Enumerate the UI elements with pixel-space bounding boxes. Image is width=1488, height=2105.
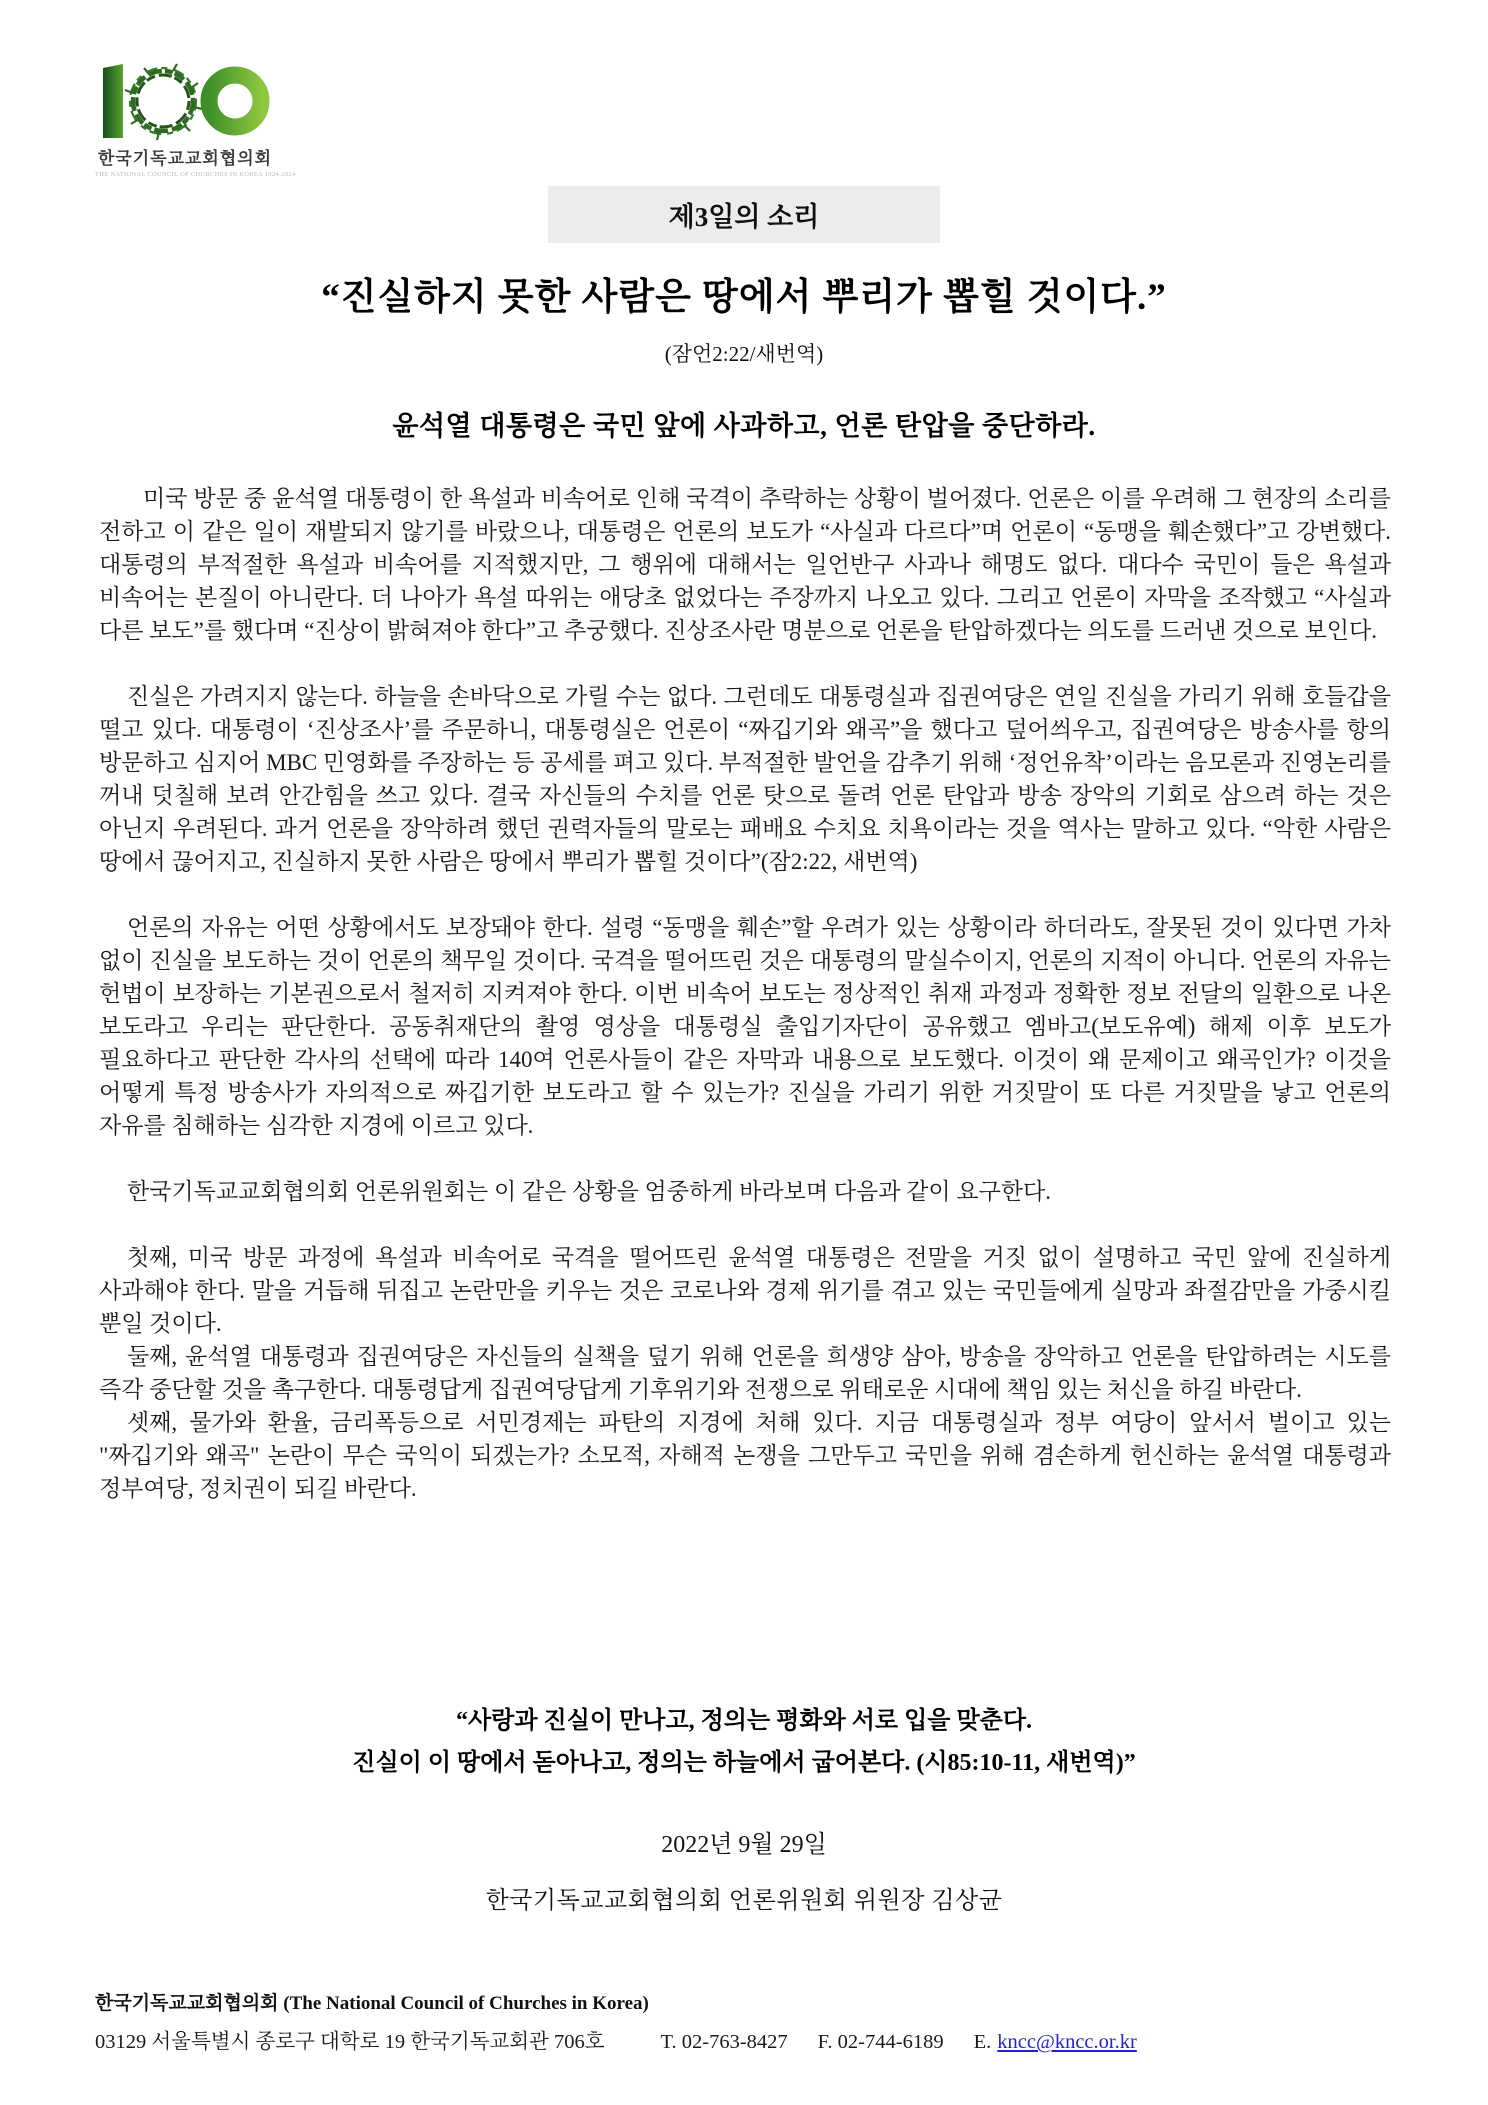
paragraph-demand-3: 셋째, 물가와 환율, 금리폭등으로 서민경제는 파탄의 지경에 처해 있다. 지금 대통령실과 정부 여당이 앞서서 벌이고 있는 "짜깁기와 왜곡" 논란이 무슨 국익이 되겠는가? 소모적, 자해적 논쟁을 그만두고 국민을 위해 겸손하게 헌신하는 윤석열 대통령과 정부여당, 정치권이 되길 바란다. <box>99 1410 1391 1501</box>
footer-email-label: E. <box>973 2031 992 2053</box>
statement-subtitle: 윤석열 대통령은 국민 앞에 사과하고, 언론 탄압을 중단하라. <box>392 411 1096 441</box>
paragraph-2: 진실은 가려지지 않는다. 하늘을 손바닥으로 가릴 수는 없다. 그런데도 대통령실과 집권여당은 연일 진실을 가리기 위해 호들갑을 떨고 있다. 대통령이 ‘진상조사’를 주문하니, 대통령실은 언론이 “짜깁기와 왜곡”을 했다고 덮어씌우고, 집권여당은 방송사를 항의 방문하고 심지어 MBC 민영화를 주장하는 등 공세를 펴고 있다. 부적절한 발언을 감추기 위해 ‘정언유착’이라는 음모론과 진영논리를 꺼내 덧칠해 보려 안간힘을 쓰고 있다. 결국 자신들의 수치를 언론 탓으로 돌려 언론 탄압과 방송 장악의 기회로 삼으려 하는 것은 아닌지 우려된다. 과거 언론을 장악하려 했던 권력자들의 말로는 패배요 수치요 치욕이라는 것을 역사는 말하고 있다. “악한 사람은 땅에서 끊어지고, 진실하지 못한 사람은 땅에서 뿌리가 뽑힐 것이다”(잠2:22, 새번역) <box>99 684 1391 874</box>
statement-body <box>99 482 1391 1505</box>
page-title: “진실하지 못한 사람은 땅에서 뿌리가 뽑힐 것이다.” <box>321 277 1167 318</box>
logo-org-name: 한국기독교교회협의회 <box>97 149 273 168</box>
closing-quote-line-2: 진실이 이 땅에서 돋아나고, 정의는 하늘에서 굽어본다. (시85:10-11, 새번역)” <box>352 1750 1136 1776</box>
paragraph-4: 한국기독교교회협의회 언론위원회는 이 같은 상황을 엄중하게 바라보며 다음과 같이 요구한다. <box>127 1179 1052 1204</box>
footer-email-link[interactable]: kncc@kncc.or.kr <box>997 2031 1137 2053</box>
bulletin-label: 제3일의 소리 <box>548 186 940 243</box>
bulletin-bar <box>0 186 1488 243</box>
document-signature: 한국기독교교회협의회 언론위원회 위원장 김상균 <box>485 1888 1003 1914</box>
footer-contact-line <box>95 2024 1428 2054</box>
kncc-100-logo <box>95 50 296 178</box>
footer-address: 03129 서울특별시 종로구 대학로 19 한국기독교회관 706호 <box>95 2031 605 2053</box>
footer-fax: F. 02-744-6189 <box>817 2031 944 2053</box>
footer-telephone: T. 02-763-8427 <box>660 2031 788 2053</box>
logo-caption: THE NATIONAL COUNCIL OF CHURCHES IN KOREA 1924-2024 <box>95 171 296 178</box>
paragraph-1: 미국 방문 중 윤석열 대통령이 한 욕설과 비속어로 인해 국격이 추락하는 상황이 벌어졌다. 언론은 이를 우려해 그 현장의 소리를 전하고 이 같은 일이 재발되지 않기를 바랐으나, 대통령은 언론의 보도가 “사실과 다르다”며 언론이 “동맹을 훼손했다”고 강변했다. 대통령의 부적절한 욕설과 비속어를 지적했지만, 그 행위에 대해서는 일언반구 사과나 해명도 없다. 대다수 국민이 들은 욕설과 비속어는 본질이 아니란다. 더 나아가 욕설 따위는 애당초 없었다는 주장까지 나오고 있다. 그리고 언론이 자막을 조작했고 “사실과 다른 보도”를 했다며 “진상이 밝혀져야 한다”고 추궁했다. 진상조사란 명분으로 언론을 탄압하겠다는 의도를 드러낸 것으로 보인다. <box>99 486 1391 643</box>
closing-scripture-quote <box>0 1700 1488 1784</box>
paragraph-demand-1: 첫째, 미국 방문 과정에 욕설과 비속어로 국격을 떨어뜨린 윤석열 대통령은 전말을 거짓 없이 설명하고 국민 앞에 진실하게 사과해야 한다. 말을 거듭해 뒤집고 논란만을 키우는 것은 코로나와 경제 위기를 겪고 있는 국민들에게 실망과 좌절감만을 가중시킬 뿐일 것이다. <box>99 1245 1391 1336</box>
closing-quote-line-1: “사랑과 진실이 만나고, 정의는 평화와 서로 입을 맞춘다. <box>455 1708 1033 1734</box>
paragraph-3: 언론의 자유는 어떤 상황에서도 보장돼야 한다. 설령 “동맹을 훼손”할 우려가 있는 상황이라 하더라도, 잘못된 것이 있다면 가차 없이 진실을 보도하는 것이 언론의 책무일 것이다. 국격을 떨어뜨린 것은 대통령의 말실수이지, 언론의 지적이 아니다. 언론의 자유는 헌법이 보장하는 기본권으로서 철저히 지켜져야 한다. 이번 비속어 보도는 정상적인 취재 과정과 정확한 정보 전달의 일환으로 나온 보도라고 우리는 판단한다. 공동취재단의 촬영 영상을 대통령실 출입기자단이 공유했고 엠바고(보도유예) 해제 이후 보도가 필요하다고 판단한 각사의 선택에 따라 140여 언론사들이 같은 자막과 내용으로 보도했다. 이것이 왜 문제이고 왜곡인가? 이것을 어떻게 특정 방송사가 자의적으로 짜깁기한 보도라고 할 수 있는가? 진실을 가리기 위한 거짓말이 또 다른 거짓말을 낳고 언론의 자유를 침해하는 심각한 지경에 이르고 있다. <box>99 915 1391 1138</box>
footer <box>95 1988 1428 2054</box>
kncc-100-anniversary-icon <box>95 50 275 142</box>
scripture-reference: (잠언2:22/새번역) <box>664 342 824 366</box>
footer-org-name: 한국기독교교회협의회 (The National Council of Churches in Korea) <box>95 1993 649 2014</box>
document-date: 2022년 9월 29일 <box>661 1832 827 1858</box>
paragraph-demand-2: 둘째, 윤석열 대통령과 집권여당은 자신들의 실책을 덮기 위해 언론을 희생양 삼아, 방송을 장악하고 언론을 탄압하려는 시도를 즉각 중단할 것을 촉구한다. 대통령답게 집권여당답게 기후위기와 전쟁으로 위태로운 시대에 책임 있는 처신을 하길 바란다. <box>99 1344 1391 1402</box>
